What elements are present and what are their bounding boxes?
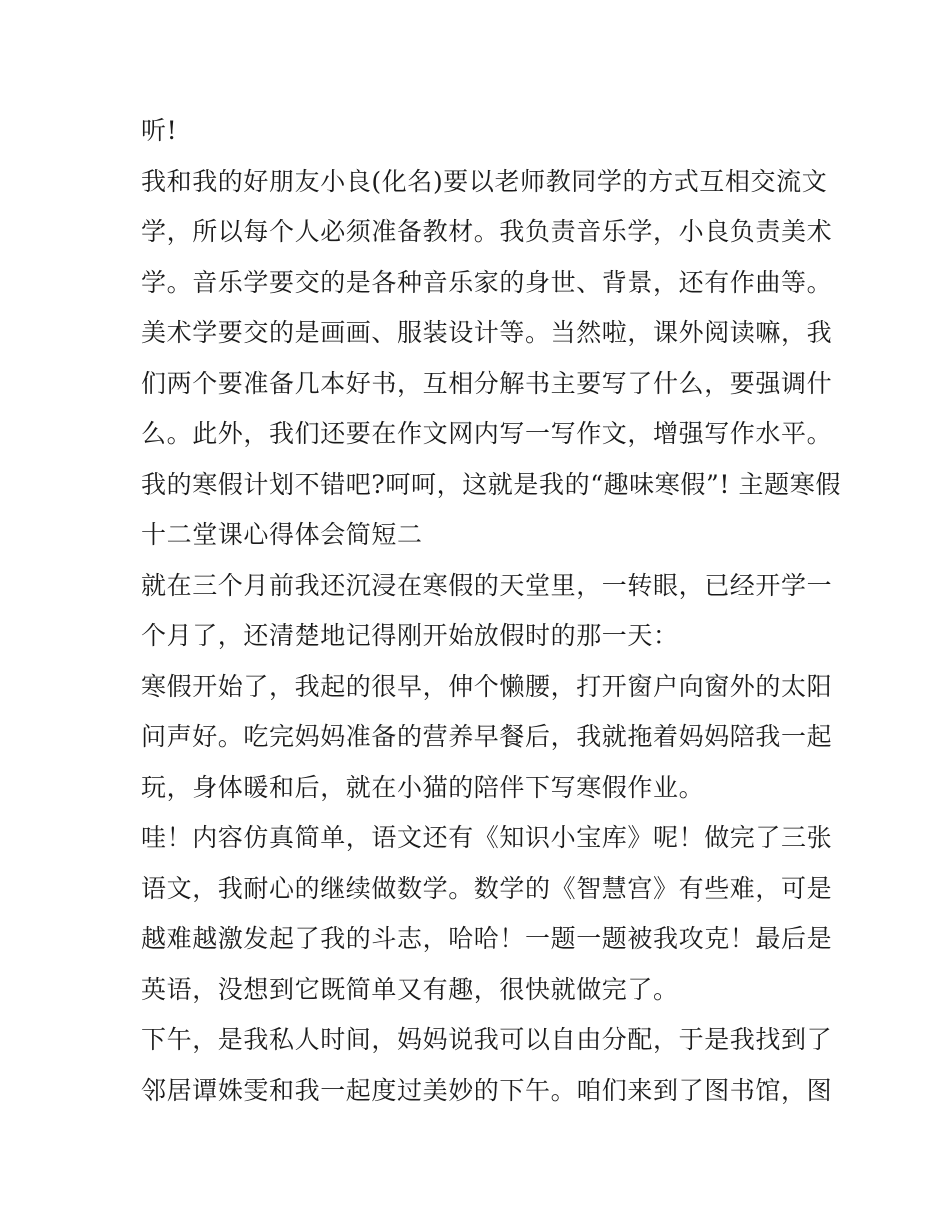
text-line: 问声好。吃完妈妈准备的营养早餐后，我就拖着妈妈陪我一起 (141, 722, 833, 751)
text-line: 邻居谭姝雯和我一起度过美妙的下午。咱们来到了图书馆，图 (141, 1075, 833, 1105)
text-line: 么。此外，我们还要在作文网内写一写作文，增强写作水平。 (141, 419, 833, 448)
text-line: 美术学要交的是画画、服装设计等。当然啦，课外阅读嘛，我 (141, 318, 833, 347)
text-line: 越难越激发起了我的斗志，哈哈！一题一题被我攻克！最后是 (141, 924, 833, 953)
text-line: 我的寒假计划不错吧?呵呵，这就是我的“趣味寒假”! 主题寒假 (141, 469, 841, 499)
text-line: 们两个要准备几本好书，互相分解书主要写了什么，要强调什 (141, 368, 833, 398)
text-line: 玩，身体暖和后，就在小猫的陪伴下写寒假作业。 (141, 772, 705, 802)
text-line: 英语，没想到它既简单又有趣，很快就做完了。 (141, 974, 679, 1004)
section-heading-line: 十二堂课心得体会简短二 (141, 520, 423, 549)
body-text (141, 106, 841, 1116)
text-line: 就在三个月前我还沉浸在寒假的天堂里，一转眼，已经开学一 (141, 570, 833, 600)
text-line: 学，所以每个人必须准备教材。我负责音乐学，小良负责美术 (141, 217, 833, 246)
text-line: 我和我的好朋友小良(化名)要以老师教同学的方式互相交流文 (141, 166, 828, 196)
text-line: 学。音乐学要交的是各种音乐家的身世、背景，还有作曲等。 (141, 267, 833, 297)
text-line: 听! (141, 116, 178, 145)
text-line: 下午，是我私人时间，妈妈说我可以自由分配，于是我找到了 (141, 1025, 833, 1054)
text-line: 语文，我耐心的继续做数学。数学的《智慧宫》有些难，可是 (141, 873, 833, 903)
text-line: 寒假开始了，我起的很早，伸个懒腰，打开窗户向窗外的太阳 (141, 671, 833, 701)
text-line: 哇！内容仿真简单，语文还有《知识小宝库》呢！做完了三张 (141, 823, 833, 852)
text-line: 个月了，还清楚地记得刚开始放假时的那一天： (141, 621, 679, 650)
